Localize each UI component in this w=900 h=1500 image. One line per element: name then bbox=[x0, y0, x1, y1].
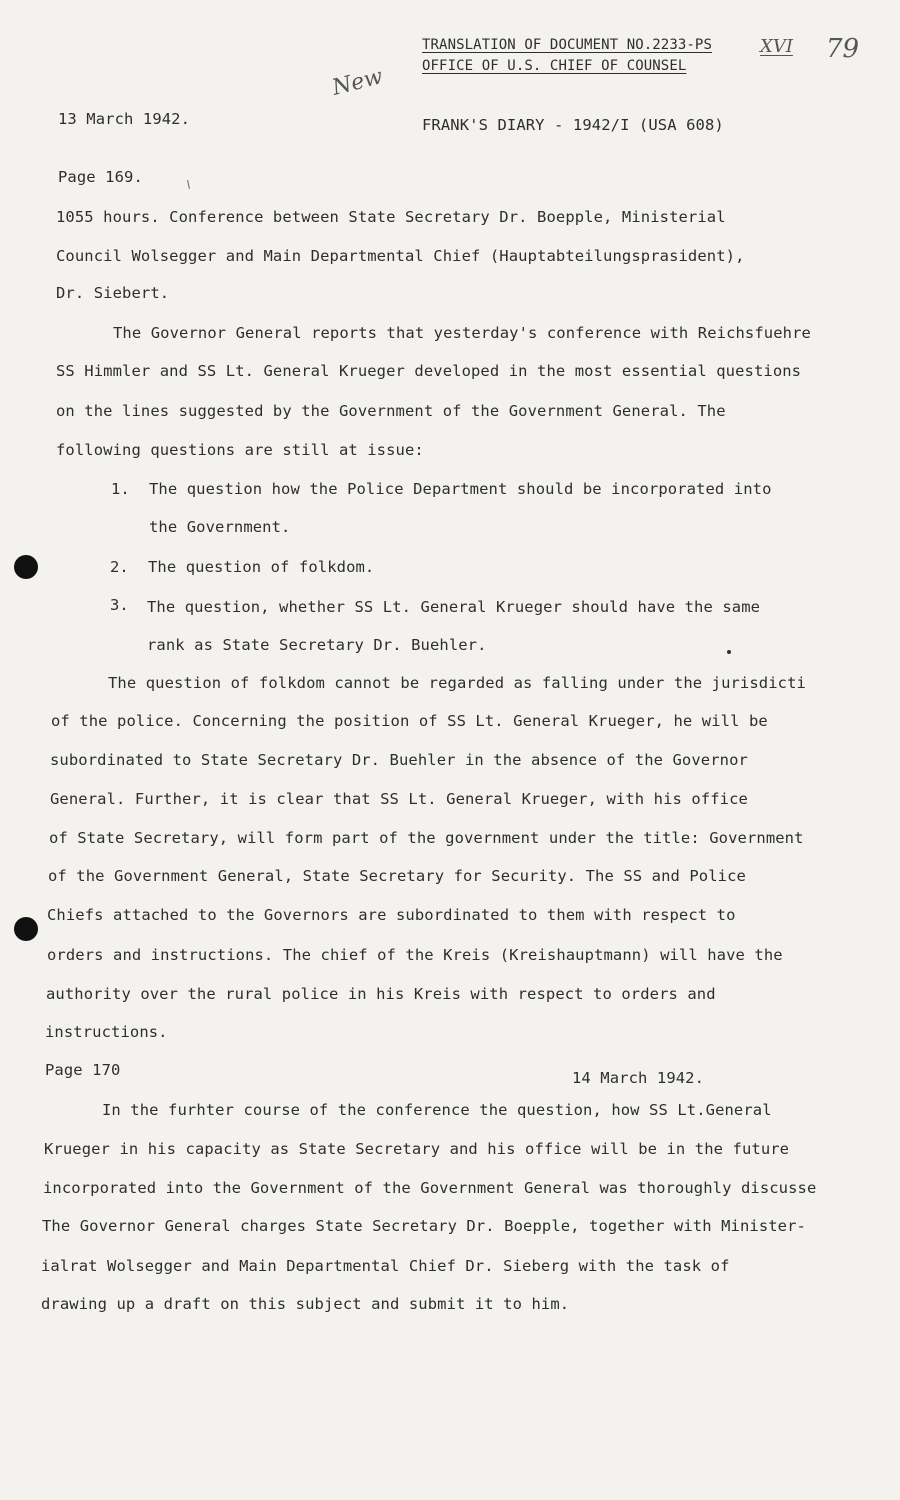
list-number: 1. bbox=[111, 480, 130, 498]
punch-hole bbox=[14, 555, 38, 579]
document-title: FRANK'S DIARY - 1942/I (USA 608) bbox=[422, 116, 724, 134]
translation-header: TRANSLATION OF DOCUMENT NO.2233-PS bbox=[422, 37, 712, 53]
body-line: of the police. Concerning the position of SS Lt. General Krueger, he will be bbox=[51, 712, 768, 730]
body-line: on the lines suggested by the Government of the Government General. The bbox=[56, 402, 726, 420]
page-number-handwritten: 79 bbox=[826, 34, 860, 64]
page-marker-170: Page 170 bbox=[45, 1061, 121, 1079]
list-item-text: rank as State Secretary Dr. Buehler. bbox=[147, 636, 487, 654]
list-number: 2. bbox=[110, 558, 129, 576]
handwritten-note: New bbox=[329, 64, 386, 101]
section-date: 14 March 1942. bbox=[572, 1069, 705, 1087]
body-line: following questions are still at issue: bbox=[56, 441, 424, 459]
body-line: Krueger in his capacity as State Secretary and his office will be in the future bbox=[44, 1140, 790, 1158]
list-item-text: The question, whether SS Lt. General Krueger should have the same bbox=[147, 598, 761, 616]
body-line: authority over the rural police in his Kreis with respect to orders and bbox=[46, 985, 716, 1003]
body-line: The Governor General reports that yesterday's conference with Reichsfuehre bbox=[113, 324, 811, 342]
list-item-text: The question of folkdom. bbox=[148, 558, 375, 576]
body-line: ialrat Wolsegger and Main Departmental Chief Dr. Sieberg with the task of bbox=[41, 1257, 730, 1275]
body-line: incorporated into the Government of the Government General was thoroughly discusse bbox=[43, 1179, 817, 1197]
office-header: OFFICE OF U.S. CHIEF OF COUNSEL bbox=[422, 58, 687, 74]
document-date: 13 March 1942. bbox=[58, 110, 191, 128]
pen-mark bbox=[187, 180, 190, 189]
body-line: Council Wolsegger and Main Departmental Chief (Hauptabteilungsprasident), bbox=[56, 247, 745, 265]
series-mark: XVI bbox=[760, 36, 793, 57]
page-marker-169: Page 169. bbox=[58, 168, 143, 186]
body-line: drawing up a draft on this subject and submit it to him. bbox=[41, 1295, 570, 1313]
body-line: instructions. bbox=[45, 1023, 168, 1041]
body-line: General. Further, it is clear that SS Lt. General Krueger, with his office bbox=[50, 790, 748, 808]
body-line: of State Secretary, will form part of the government under the title: Government bbox=[49, 829, 804, 847]
body-line: In the furhter course of the conference the question, how SS Lt.General bbox=[102, 1101, 772, 1119]
body-line: of the Government General, State Secretary for Security. The SS and Police bbox=[48, 867, 746, 885]
list-item-text: the Government. bbox=[149, 518, 291, 536]
ink-dot bbox=[727, 650, 731, 654]
body-line: The question of folkdom cannot be regarded as falling under the jurisdicti bbox=[108, 674, 806, 692]
list-number: 3. bbox=[110, 596, 129, 614]
body-line: orders and instructions. The chief of the Kreis (Kreishauptmann) will have the bbox=[47, 946, 783, 964]
punch-hole bbox=[14, 917, 38, 941]
body-line: The Governor General charges State Secretary Dr. Boepple, together with Minister- bbox=[42, 1217, 806, 1235]
body-line: Dr. Siebert. bbox=[56, 284, 170, 302]
body-line: SS Himmler and SS Lt. General Krueger developed in the most essential questions bbox=[56, 362, 802, 380]
body-line: subordinated to State Secretary Dr. Buehler in the absence of the Governor bbox=[50, 751, 748, 769]
list-item-text: The question how the Police Department should be incorporated into bbox=[149, 480, 772, 498]
body-line: Chiefs attached to the Governors are subordinated to them with respect to bbox=[47, 906, 736, 924]
body-line: 1055 hours. Conference between State Secretary Dr. Boepple, Ministerial bbox=[56, 208, 726, 226]
